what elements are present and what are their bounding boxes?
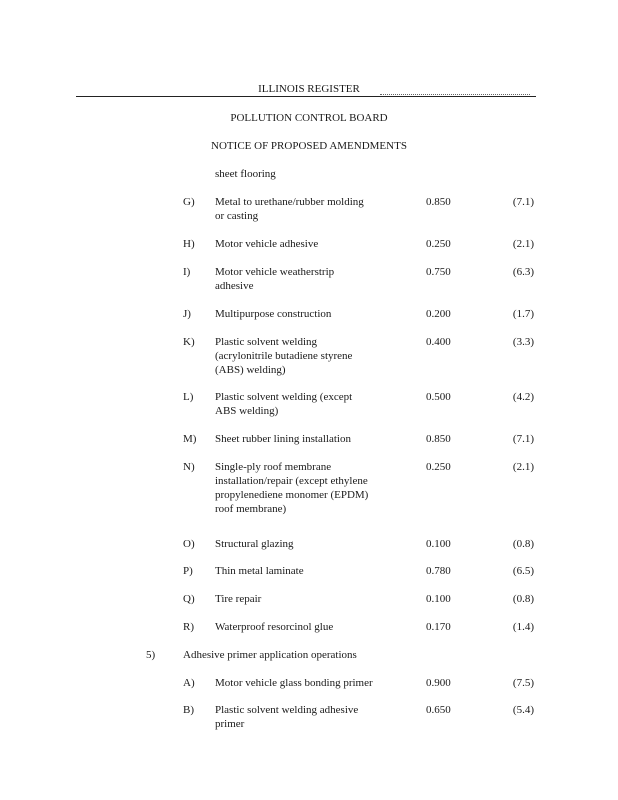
row-letter: A) [183,677,195,689]
description-line: Motor vehicle adhesive [215,238,319,250]
row-description [215,620,405,634]
description-line: (acrylonitrile butadiene styrene [215,350,353,362]
description-line: Waterproof resorcinol glue [215,621,334,633]
value-kg-l: (1.7) [512,308,534,320]
value-lb-gal: 0.850 [426,196,451,208]
value-lb-gal: 0.780 [426,565,451,577]
row-description [215,390,405,418]
value-kg-l: (6.3) [512,266,534,278]
description-line: Motor vehicle weatherstrip [215,266,335,278]
value-lb-gal: 0.250 [426,461,451,473]
row-description [215,307,405,321]
row-letter: P) [183,565,193,577]
value-lb-gal: 0.200 [426,308,451,320]
register-title: ILLINOIS REGISTER [258,83,360,95]
row-letter: B) [183,704,194,716]
row-letter: R) [183,621,194,633]
row-letter: Q) [183,593,195,605]
row-letter: K) [183,336,195,348]
value-kg-l: (7.5) [512,677,534,689]
value-kg-l: (0.8) [512,593,534,605]
value-kg-l: (4.2) [512,391,534,403]
description-line: Metal to urethane/rubber molding [215,196,364,208]
value-kg-l: (3.3) [512,336,534,348]
row-letter: J) [183,308,191,320]
value-lb-gal: 0.100 [426,538,451,550]
row-letter: M) [183,433,197,445]
description-line: installation/repair (except ethylene [215,475,368,487]
notice-title: NOTICE OF PROPOSED AMENDMENTS [211,140,407,152]
value-lb-gal: 0.750 [426,266,451,278]
description-line: Single-ply roof membrane [215,461,332,473]
description-line: Sheet rubber lining installation [215,433,351,445]
value-lb-gal: 0.650 [426,704,451,716]
value-lb-gal: 0.400 [426,336,451,348]
description-line: Plastic solvent welding [215,336,318,348]
value-lb-gal: 0.850 [426,433,451,445]
value-kg-l: (7.1) [512,196,534,208]
value-lb-gal: 0.170 [426,621,451,633]
description-line: propylenediene monomer (EPDM) [215,489,369,501]
description-line: Multipurpose construction [215,308,332,320]
board-title: POLLUTION CONTROL BOARD [230,112,388,124]
value-kg-l: (7.1) [512,433,534,445]
description-line: adhesive [215,280,254,292]
continuation-text: sheet flooring [215,168,276,180]
row-letter: H) [183,238,195,250]
row-description [215,703,405,731]
description-line: Plastic solvent welding adhesive [215,704,359,716]
row-letter: N) [183,461,195,473]
row-description [215,237,405,251]
section-number: 5) [146,649,156,661]
description-line: (ABS) welding) [215,364,286,376]
description-line: primer [215,718,245,730]
row-description [215,676,405,690]
description-line: Structural glazing [215,538,294,550]
description-line: or casting [215,210,259,222]
row-description [215,537,405,551]
header-rule-dotted [380,94,530,97]
value-lb-gal: 0.250 [426,238,451,250]
value-kg-l: (0.8) [512,538,534,550]
row-description [215,335,405,377]
value-kg-l: (6.5) [512,565,534,577]
row-description [215,592,405,606]
row-description [215,195,405,223]
section-title: Adhesive primer application operations [183,649,357,661]
row-letter: O) [183,538,195,550]
description-line: Motor vehicle glass bonding primer [215,677,373,689]
value-kg-l: (1.4) [512,621,534,633]
value-kg-l: (2.1) [512,461,534,473]
description-line: ABS welding) [215,405,279,417]
description-line: Plastic solvent welding (except [215,391,353,403]
value-lb-gal: 0.500 [426,391,451,403]
description-line: Tire repair [215,593,262,605]
value-lb-gal: 0.900 [426,677,451,689]
value-kg-l: (5.4) [512,704,534,716]
row-description [215,265,405,293]
row-description [215,460,405,516]
row-description [215,564,405,578]
value-lb-gal: 0.100 [426,593,451,605]
row-description [215,432,405,446]
value-kg-l: (2.1) [512,238,534,250]
description-line: roof membrane) [215,503,287,515]
row-letter: L) [183,391,194,403]
row-letter: G) [183,196,195,208]
row-letter: I) [183,266,191,278]
description-line: Thin metal laminate [215,565,304,577]
